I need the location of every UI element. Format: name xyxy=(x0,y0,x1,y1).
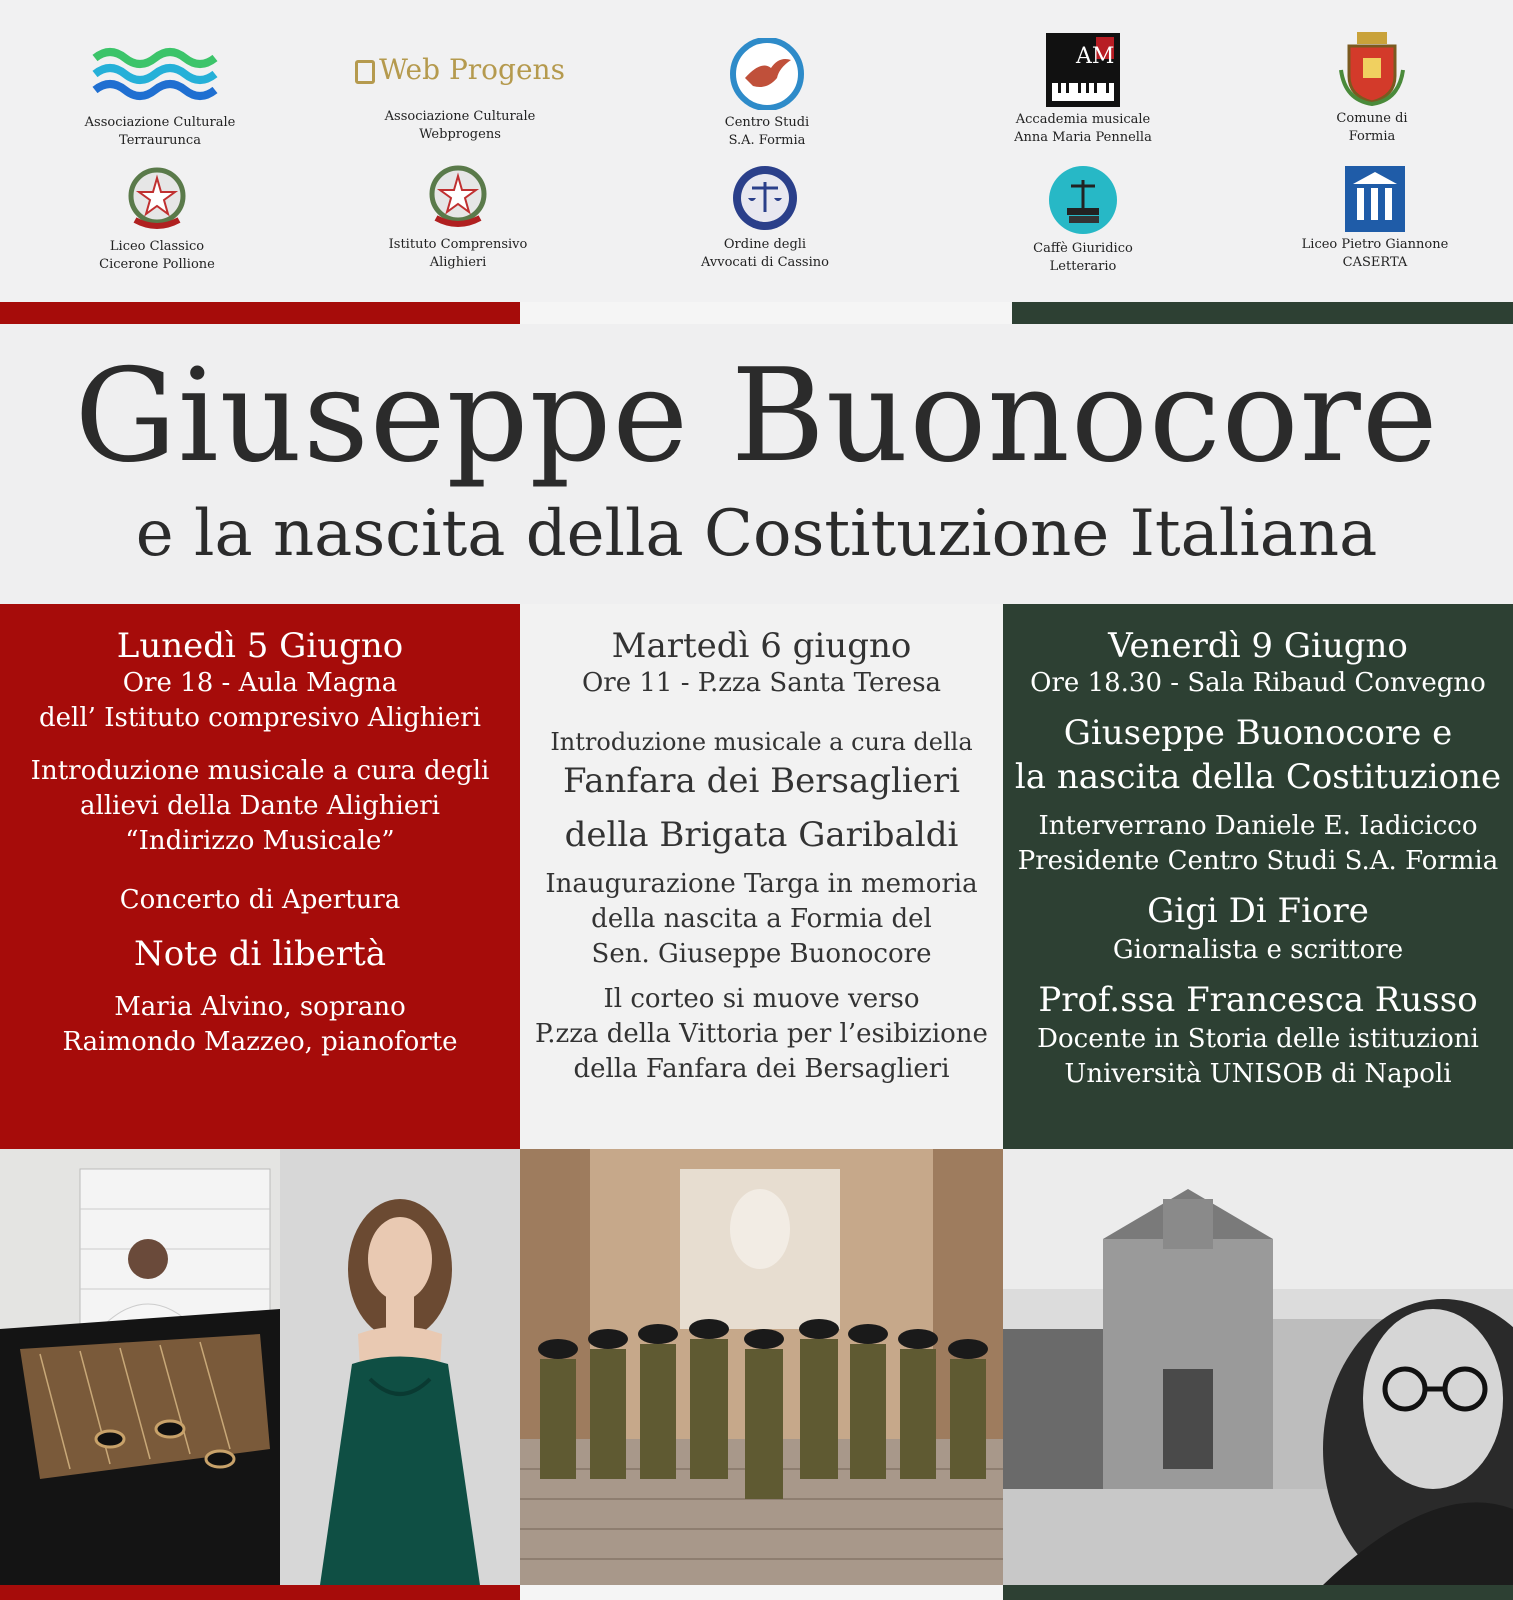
books-scales-logo xyxy=(1047,164,1119,236)
event-intro-line1: Introduzione musicale a cura degli xyxy=(30,756,490,786)
logo-comune-formia xyxy=(1267,30,1477,146)
main-title: Giuseppe Buonocore xyxy=(74,342,1439,491)
logo-liceo-giannone xyxy=(1270,166,1480,272)
event-speaker-role: Università UNISOB di Napoli xyxy=(1064,1059,1452,1089)
event-monday xyxy=(0,604,520,1149)
event-parade-line2: P.zza della Vittoria per l’esibizione xyxy=(535,1019,988,1049)
event-concert-label: Concerto di Apertura xyxy=(119,885,401,915)
event-tuesday xyxy=(520,604,1003,1149)
pianist-photo xyxy=(0,1149,280,1585)
logo-caption-line1: Istituto Comprensivo xyxy=(388,237,528,252)
event-performer: Raimondo Mazzeo, pianoforte xyxy=(62,1027,458,1057)
event-band-line2: della Brigata Garibaldi xyxy=(564,815,959,855)
event-time-place: Ore 11 - P.zza Santa Teresa xyxy=(581,668,942,698)
logo-caption-line1: Associazione Culturale xyxy=(384,109,536,124)
event-performer: Maria Alvino, soprano xyxy=(114,992,406,1022)
event-day: Martedì 6 giugno xyxy=(611,626,912,666)
logo-caffe-giuridico xyxy=(978,164,1188,276)
event-speaker-role: Presidente Centro Studi S.A. Formia xyxy=(1017,846,1499,876)
event-parade-line1: Il corteo si muove verso xyxy=(603,984,920,1014)
bottom-strip-red xyxy=(0,1585,520,1600)
logo-caption-line2: Webprogens xyxy=(419,127,501,142)
event-inauguration-line3: Sen. Giuseppe Buonocore xyxy=(591,939,932,969)
svg-text:AM: AM xyxy=(1076,44,1115,69)
event-parade-line3: della Fanfara dei Bersaglieri xyxy=(573,1054,950,1084)
flag-strip-red xyxy=(0,302,520,324)
event-topic-line2: la nascita della Costituzione xyxy=(1014,757,1502,797)
historic-photo xyxy=(1003,1149,1513,1585)
event-speaker-role: Docente in Storia delle istituzioni xyxy=(1037,1024,1479,1054)
columns-logo xyxy=(1345,166,1405,232)
event-friday xyxy=(1003,604,1513,1149)
sponsor-logos-band xyxy=(0,0,1513,302)
event-speaker: Prof.ssa Francesca Russo xyxy=(1038,980,1478,1020)
logo-terraurunca xyxy=(55,44,265,150)
event-concert-title: Note di libertà xyxy=(133,934,387,974)
italian-republic-emblem xyxy=(125,164,189,234)
logo-ic-alighieri xyxy=(353,162,563,272)
webprogens-logo xyxy=(355,60,375,84)
bottom-strip-green xyxy=(1003,1585,1513,1600)
logo-caption-line1: Centro Studi xyxy=(724,115,810,130)
title-area xyxy=(0,324,1513,604)
event-time-place: Ore 18 - Aula Magna xyxy=(122,668,398,698)
piano-logo xyxy=(1046,33,1120,107)
logo-caption-line1: Accademia musicale xyxy=(1015,112,1151,127)
event-place: dell’ Istituto compresivo Alighieri xyxy=(39,703,481,733)
event-inauguration-line2: della nascita a Formia del xyxy=(591,904,932,934)
logo-caption-line1: Liceo Pietro Giannone xyxy=(1301,237,1449,252)
logo-caption-line2: Anna Maria Pennella xyxy=(1014,130,1152,145)
soprano-photo xyxy=(280,1149,520,1585)
event-day: Venerdì 9 Giugno xyxy=(1108,626,1408,666)
event-day: Lunedì 5 Giugno xyxy=(116,626,404,666)
logo-caption-line2: Alighieri xyxy=(429,255,487,270)
logo-caption-line2: Cicerone Pollione xyxy=(99,257,215,272)
logo-caption-line2: Letterario xyxy=(1049,259,1117,274)
logo-liceo-cicerone xyxy=(52,164,262,274)
logo-caption-line2: Formia xyxy=(1348,129,1396,144)
logo-caption-line1: Associazione Culturale xyxy=(84,115,236,130)
logo-ordine-avvocati xyxy=(660,164,870,272)
logo-webprogens xyxy=(355,50,565,144)
band-photo xyxy=(520,1149,1003,1585)
event-topic-line1: Giuseppe Buonocore e xyxy=(1063,713,1453,753)
event-speaker-role: Giornalista e scrittore xyxy=(1112,935,1404,965)
bird-circle-logo xyxy=(727,38,807,110)
logo-brand-text: Web Progens xyxy=(379,53,565,86)
event-speaker: Gigi Di Fiore xyxy=(1147,891,1369,931)
flag-strip-green xyxy=(1012,302,1513,324)
event-intro: Introduzione musicale a cura della xyxy=(550,728,973,756)
flag-strip-white xyxy=(520,302,1012,324)
logo-caption-line1: Ordine degli xyxy=(723,237,807,252)
scales-seal-logo xyxy=(730,164,800,232)
italian-republic-emblem xyxy=(426,162,490,232)
logo-caption-line2: S.A. Formia xyxy=(728,133,806,148)
waves-logo xyxy=(90,44,230,110)
event-speaker: Interverrano Daniele E. Iadicicco xyxy=(1038,811,1478,841)
logo-centro-studi xyxy=(662,38,872,150)
event-inauguration-line1: Inaugurazione Targa in memoria xyxy=(545,869,978,899)
logo-caption-line1: Caffè Giuridico xyxy=(1033,241,1133,256)
coat-of-arms-logo xyxy=(1337,30,1407,106)
logo-caption-line1: Comune di xyxy=(1336,111,1408,126)
event-intro-line2: allievi della Dante Alighieri xyxy=(80,791,440,821)
logo-caption-line1: Liceo Classico xyxy=(109,239,205,254)
bottom-strip-white xyxy=(520,1585,1003,1600)
event-intro-line3: “Indirizzo Musicale” xyxy=(125,826,395,856)
logo-caption-line2: CASERTA xyxy=(1342,255,1408,270)
event-time-place: Ore 18.30 - Sala Ribaud Convegno xyxy=(1030,668,1486,698)
logo-accademia xyxy=(978,33,1188,147)
logo-caption-line2: Avvocati di Cassino xyxy=(701,255,829,270)
sub-title: e la nascita della Costituzione Italiana xyxy=(135,497,1378,571)
event-band-line1: Fanfara dei Bersaglieri xyxy=(562,761,961,801)
logo-caption-line2: Terraurunca xyxy=(119,133,201,148)
